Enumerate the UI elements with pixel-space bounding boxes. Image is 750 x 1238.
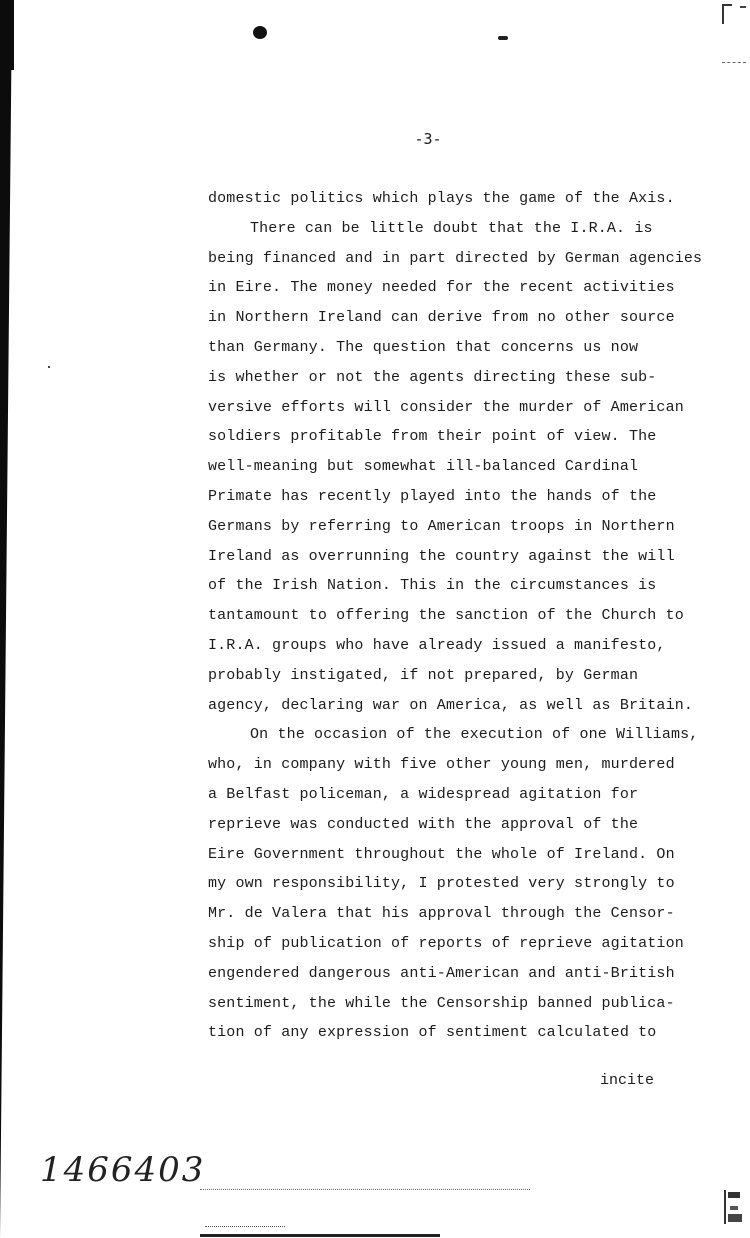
text-line: than Germany. The question that concerns us now (208, 339, 639, 356)
text-line: agency, declaring war on America, as well as Britain. (208, 696, 694, 714)
text-line: my own responsibility, I protested very strongly to (208, 875, 675, 893)
scan-edge-shadow (0, 0, 12, 1238)
text-line: in Eire. The money needed for the recent activities (208, 279, 675, 297)
text-line: On the occasion of the execution of one Williams, (250, 726, 699, 744)
text-line: engendered dangerous anti-American and anti-British (208, 964, 675, 982)
text-line: of the Irish Nation. This in the circumstances is (208, 577, 657, 595)
text-line: Primate has recently played into the hands of the (208, 488, 657, 505)
margin-dash-top-2 (722, 62, 746, 63)
text-line: is whether or not the agents directing these sub- (208, 368, 657, 386)
text-line: versive efforts will consider the murder of American (208, 398, 684, 416)
margin-mark-bottom-2 (730, 1206, 738, 1210)
text-line: Ireland as overrunning the country against the will (208, 547, 675, 565)
text-line: There can be little doubt that the I.R.A. is (250, 219, 653, 237)
text-line: sentiment, the while the Censorship banned publica- (208, 994, 675, 1012)
scan-dotted-line (200, 1189, 530, 1190)
scan-speck (48, 366, 50, 368)
text-line: in Northern Ireland can derive from no other source (208, 309, 675, 327)
text-line: tantamount to offering the sanction of the Church to (208, 607, 684, 625)
text-line: ship of publication of reports of reprieve agitation (208, 935, 684, 952)
handwritten-archive-number: 1466403 (40, 1150, 206, 1190)
punch-hole-mark-small (498, 36, 508, 40)
text-line: who, in company with five other young men, murdered (208, 756, 675, 774)
text-line: I.R.A. groups who have already issued a manifesto, (208, 637, 666, 654)
catchword: incite (600, 1072, 655, 1089)
text-line: reprieve was conducted with the approval of the (208, 815, 639, 833)
punch-hole-mark (253, 26, 267, 39)
text-line: soldiers profitable from their point of view. The (208, 428, 657, 446)
scan-edge-shadow-top (0, 0, 14, 70)
text-line: domestic politics which plays the game of the Axis. (208, 190, 675, 207)
text-line: tion of any expression of sentiment calculated to (208, 1024, 657, 1042)
text-line: a Belfast policeman, a widespread agitation for (208, 786, 639, 803)
text-line: being financed and in part directed by German agencies (208, 249, 703, 267)
text-line: probably instigated, if not prepared, by German (208, 666, 639, 684)
scan-bottom-rule (200, 1234, 440, 1237)
text-line: well-meaning but somewhat ill-balanced Cardinal (208, 458, 639, 476)
margin-mark-bottom-3 (728, 1214, 742, 1222)
margin-dash-top (740, 6, 746, 8)
scan-dotted-ticks (205, 1226, 285, 1227)
margin-mark-bottom (728, 1192, 740, 1198)
text-line: Germans by referring to American troops in Northern (208, 517, 675, 535)
text-line: Eire Government throughout the whole of Ireland. On (208, 845, 675, 863)
margin-bracket-top (722, 4, 732, 24)
page-number: -3- (414, 130, 442, 148)
text-line: Mr. de Valera that his approval through the Censor- (208, 905, 675, 923)
